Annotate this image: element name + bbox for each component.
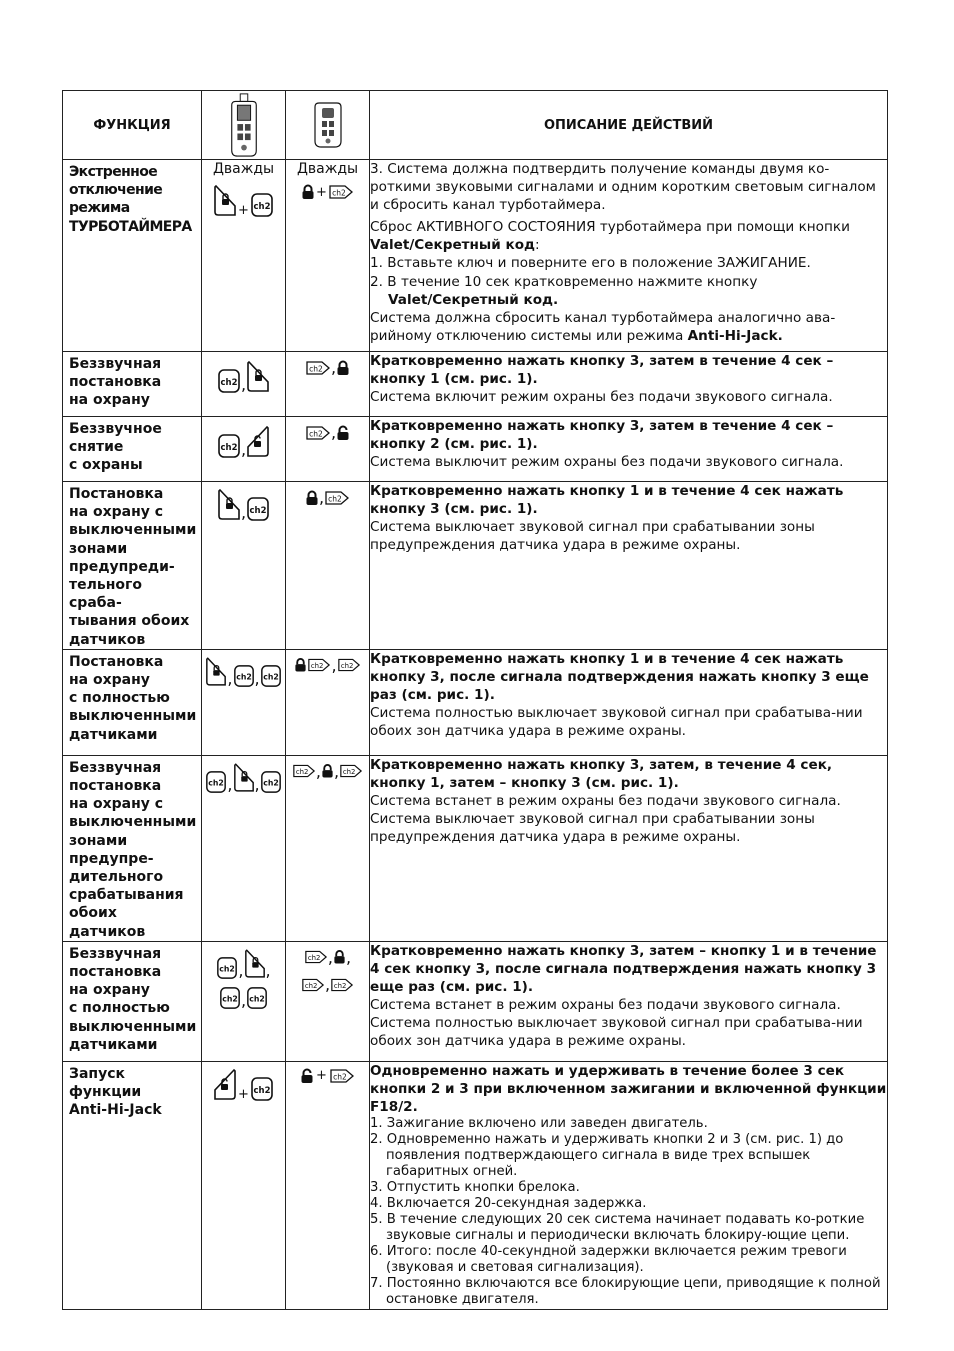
description <box>370 482 888 650</box>
lock-button-icon <box>244 948 266 980</box>
desc-bold: Кратковременно нажать кнопку 1 и в течение 4 сек нажать кнопку 3, после сигнала подтверждения нажать кнопку 3 еще раз (см. рис. 1). <box>370 650 869 704</box>
ch2-button-icon <box>324 490 350 506</box>
ch2-button-icon <box>301 977 325 993</box>
ch2-button-icon <box>339 763 363 779</box>
ch2-button-icon <box>205 770 227 794</box>
plus-sign: + <box>238 1086 249 1102</box>
table-row <box>63 160 888 352</box>
desc-text: 3. Система должна подтвердить получение команды двумя ко-роткими звуковыми сигналами и одним коротким световым сигналом и сбросить канал турботаймера. <box>370 161 876 214</box>
function-name: Беззвучная постановка на охрану с полностью выключенными датчиками <box>69 945 197 1053</box>
comma: , <box>318 488 325 507</box>
lcd-fob-combo <box>202 352 286 417</box>
desc-bold: Кратковременно нажать кнопку 1 и в течение 4 сек нажать кнопку 3 (см. рис. 1). <box>370 483 844 518</box>
comma: , <box>254 774 260 794</box>
lock-button-icon <box>246 360 270 394</box>
desc-text: Сброс АКТИВНОГО СОСТОЯНИЯ турботаймера при помощи кнопки Valet/Секретный код: <box>370 219 850 254</box>
ch2-button-icon <box>250 1076 274 1102</box>
table-row <box>63 1061 888 1309</box>
list-item: 3. Отпустить кнопки брелока. <box>370 1180 580 1196</box>
list-item: 2. Одновременно нажать и удерживать кнопки 2 и 3 (см. рис. 1) до появления подтверждающего сигнала в виде трех вспышек габаритных огней. <box>370 1132 844 1180</box>
description <box>370 417 888 482</box>
fob-combo <box>286 417 370 482</box>
desc-text: Система должна сбросить канал турботаймера аналогично ава-рийному отключению системы или режима Anti-Hi-Jack. <box>370 309 836 344</box>
comma: , <box>265 960 271 980</box>
comma: , <box>240 990 247 1010</box>
desc-bold: Кратковременно нажать кнопку 3, затем – кнопку 1 и в течение 4 сек кнопку 3, после сигнала подтверждения нажать кнопку 3 еще раз (см. рис. 1). <box>370 942 877 996</box>
ch2-button-icon <box>246 986 268 1010</box>
lock-icon <box>333 949 346 965</box>
ch2-button-icon <box>246 496 270 522</box>
lock-button-icon <box>213 184 237 218</box>
comma: , <box>330 423 337 442</box>
keyfob-remote-lcd-icon <box>229 92 259 158</box>
ch2-button-icon <box>216 956 238 980</box>
list-item: 4. Включается 20-секундная задержка. <box>370 1196 647 1212</box>
header-lcd-fob <box>202 91 286 160</box>
desc-bold: Кратковременно нажать кнопку 3, затем в течение 4 сек – кнопку 2 (см. рис. 1). <box>370 418 834 453</box>
header-description: ОПИСАНИЕ ДЕЙСТВИЙ <box>370 91 888 160</box>
comma: , <box>327 947 333 967</box>
unlock-button-icon <box>213 1068 237 1102</box>
ch2-button-icon <box>233 664 255 688</box>
lcd-fob-combo <box>202 755 286 941</box>
lock-icon <box>301 184 315 200</box>
table-row <box>63 649 888 755</box>
fob-combo <box>286 352 370 417</box>
table-row <box>63 417 888 482</box>
description <box>370 160 888 352</box>
twice-label: Дважды <box>296 161 359 177</box>
comma: , <box>331 655 337 675</box>
description <box>370 649 888 755</box>
list-item: 1. Зажигание включено или заведен двигатель. <box>370 1116 708 1132</box>
function-name: Постановка на охрану с выключенными зонами предупреди- тельного сраба- тывания обоих датчиков <box>69 486 197 648</box>
desc-text: Система встанет в режим охраны без подачи звукового сигнала. <box>370 997 841 1014</box>
comma: , <box>227 668 233 688</box>
fob-combo <box>286 941 370 1061</box>
plus-sign: + <box>238 203 249 218</box>
ch2-button-icon <box>217 368 241 394</box>
lcd-fob-combo <box>202 417 286 482</box>
function-name: Постановка на охрану с полностью выключенными датчиками <box>69 653 197 743</box>
lcd-fob-combo <box>202 1061 286 1309</box>
function-name: Экстренное отключение режима ТУРБОТАЙМЕРА <box>69 164 192 235</box>
unlock-button-icon <box>246 425 270 459</box>
table-row <box>63 482 888 650</box>
lock-icon <box>305 490 319 506</box>
lock-icon <box>294 657 307 673</box>
desc-step: 2. В течение 10 сек кратковременно нажмите кнопку <box>370 273 758 290</box>
comma: , <box>315 761 321 781</box>
desc-bold: Кратковременно нажать кнопку 3, затем в течение 4 сек – кнопку 1 (см. рис. 1). <box>370 353 834 388</box>
desc-text: Система полностью выключает звуковой сигнал при срабатыва-нии обоих зон датчика удара в режиме охраны. <box>370 1015 863 1050</box>
lcd-fob-combo <box>202 941 286 1061</box>
comma: , <box>240 440 247 459</box>
ch2-button-icon <box>292 763 316 779</box>
comma: , <box>346 947 352 967</box>
comma: , <box>334 761 340 781</box>
list-item: 5. В течение следующих 20 сек система начинает подавать ко-роткие звуковые сигналы и периодически включать блокиру-ющие цепи. <box>370 1212 865 1244</box>
ch2-button-icon <box>260 664 282 688</box>
comma: , <box>330 358 337 377</box>
lock-button-icon <box>205 656 227 688</box>
lock-icon <box>336 360 350 376</box>
ch2-button-icon <box>337 657 361 673</box>
desc-text: Система выключает звуковой сигнал при срабатывании зоны предупреждения датчика удара в режиме охраны. <box>370 519 815 554</box>
description <box>370 352 888 417</box>
ch2-button-icon <box>304 949 328 965</box>
comma: , <box>254 668 260 688</box>
header-fob <box>286 91 370 160</box>
ch2-button-icon <box>250 192 274 218</box>
lock-button-icon <box>217 488 241 522</box>
ch2-button-icon <box>217 433 241 459</box>
lcd-fob-combo <box>202 649 286 755</box>
table-row <box>63 352 888 417</box>
desc-step: Valet/Секретный код. <box>388 291 559 308</box>
ch2-button-icon <box>260 770 282 794</box>
function-name: Запуск функции Anti-Hi-Jack <box>69 1065 162 1119</box>
lcd-fob-combo <box>202 482 286 650</box>
table-header-row <box>63 91 888 160</box>
list-item: 7. Постоянно включаются все блокирующие цепи, приводящие к полной остановке двигателя. <box>370 1276 881 1308</box>
ch2-button-icon <box>307 657 331 673</box>
fob-combo <box>286 649 370 755</box>
desc-text: Система полностью выключает звуковой сигнал при срабатыва-нии обоих зон датчика удара в режиме охраны. <box>370 705 863 740</box>
keyfob-remote-icon <box>313 100 343 150</box>
function-name: Беззвучное снятие с охраны <box>69 421 162 474</box>
description <box>370 941 888 1061</box>
comma: , <box>227 774 233 794</box>
desc-text: Система выключит режим охраны без подачи звукового сигнала. <box>370 454 844 471</box>
functions-table <box>62 90 888 1310</box>
fob-combo <box>286 160 370 352</box>
unlock-icon <box>300 1068 314 1084</box>
ch2-button-icon <box>330 977 354 993</box>
ch2-button-icon <box>219 986 241 1010</box>
desc-text: Система выключает звуковой сигнал при срабатывании зоны предупреждения датчика удара в режиме охраны. <box>370 811 815 846</box>
comma: , <box>240 375 247 394</box>
description <box>370 1061 888 1309</box>
lock-icon <box>321 763 334 779</box>
desc-bold: Кратковременно нажать кнопку 3, затем, в течение 4 сек, кнопку 1, затем – кнопку 3 (см. рис. 1). <box>370 756 833 791</box>
desc-bold: Одновременно нажать и удерживать в течение более 3 сек кнопки 2 и 3 при включенном зажигании и включенной функции F18/2. <box>370 1062 887 1116</box>
fob-combo <box>286 1061 370 1309</box>
lock-button-icon <box>233 762 255 794</box>
lcd-fob-combo <box>202 160 286 352</box>
ch2-button-icon <box>305 360 331 376</box>
comma: , <box>240 503 247 522</box>
fob-combo <box>286 482 370 650</box>
list-item: 6. Итого: после 40-секундной задержки включается режим тревоги (звуковая и световая сигнализация). <box>370 1244 847 1276</box>
table-row <box>63 755 888 941</box>
comma: , <box>324 975 331 995</box>
plus-sign: + <box>316 184 327 200</box>
desc-text: Система включит режим охраны без подачи звукового сигнала. <box>370 389 833 406</box>
ch2-button-icon <box>328 184 354 200</box>
fob-combo <box>286 755 370 941</box>
twice-label: Дважды <box>212 161 275 177</box>
steps-list <box>370 1116 887 1308</box>
ch2-button-icon <box>305 425 331 441</box>
header-function: ФУНКЦИЯ <box>63 91 202 160</box>
description <box>370 755 888 941</box>
comma: , <box>238 960 244 980</box>
ch2-button-icon <box>329 1068 355 1084</box>
plus-sign: + <box>316 1068 327 1084</box>
function-name: Беззвучная постановка на охрану с выключенными зонами предупре- дительного срабатывания обоих датчиков <box>69 759 197 940</box>
desc-text: Система встанет в режим охраны без подачи звукового сигнала. <box>370 793 841 810</box>
function-name: Беззвучная постановка на охрану <box>69 356 162 409</box>
table-row <box>63 941 888 1061</box>
desc-step: 1. Вставьте ключ и поверните его в положение ЗАЖИГАНИЕ. <box>370 255 811 272</box>
unlock-icon <box>336 425 350 441</box>
